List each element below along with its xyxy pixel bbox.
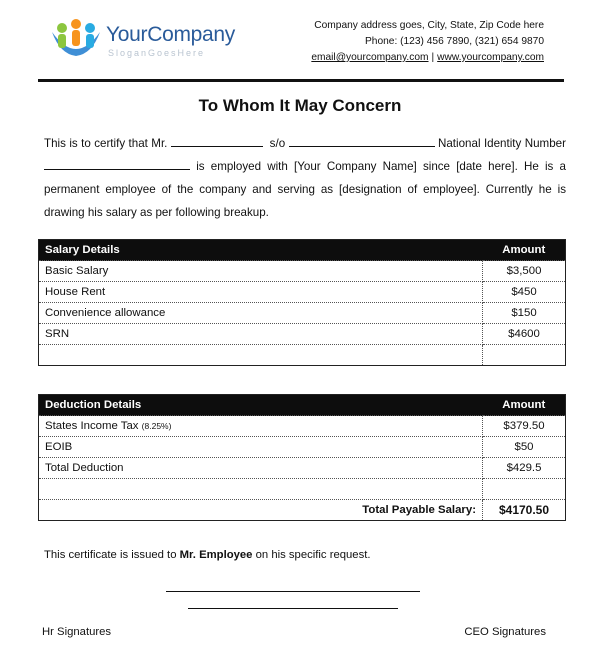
table-row — [39, 282, 566, 303]
issued-post: on his specific request. — [255, 549, 371, 561]
deduction-amount: $379.50 — [483, 416, 566, 437]
salary-table — [38, 239, 566, 366]
signature-line — [166, 591, 420, 592]
table-row — [39, 303, 566, 324]
email-link[interactable]: email@yourcompany.com — [311, 52, 429, 63]
salary-amount: $3,500 — [483, 261, 566, 282]
body-text-so: s/o — [269, 137, 286, 150]
deduction-table — [38, 394, 566, 521]
certificate-body — [44, 132, 566, 224]
brand-slogan: SloganGoesHere — [108, 48, 206, 58]
company-address: Company address goes, City, State, Zip Code here — [314, 20, 544, 31]
empty-cell — [39, 479, 483, 500]
body-text-nin: National Identity Number — [437, 137, 566, 150]
deduction-amount: $429.5 — [483, 458, 566, 479]
issued-pre: This certificate is issued to — [44, 549, 177, 561]
issued-statement — [44, 549, 371, 561]
table-row — [39, 416, 566, 437]
hr-signature-label: Hr Signatures — [42, 626, 112, 638]
signature-line — [188, 608, 398, 609]
page-title: To Whom It May Concern — [198, 96, 402, 115]
issued-name: Mr. Employee — [179, 549, 253, 561]
salary-details-header: Salary Details — [39, 240, 483, 261]
payable-amount: $4170.50 — [483, 500, 566, 521]
website-link[interactable]: www.yourcompany.com — [437, 52, 544, 63]
salary-amount: $150 — [483, 303, 566, 324]
people-logo-icon — [48, 14, 104, 64]
payable-row — [39, 500, 566, 521]
deduction-label: EOIB — [39, 437, 483, 458]
body-text-main: is employed with [Your Company Name] since [date here]. He is a permanent employee of the company and serving as [designation of employee]. Currently he is drawing his salary as per following breakup. — [44, 160, 566, 219]
ceo-signature-label: CEO Signatures — [464, 626, 546, 638]
deduction-label: Total Deduction — [39, 458, 483, 479]
salary-label: Basic Salary — [39, 261, 483, 282]
father-name-blank[interactable] — [289, 135, 435, 147]
deduction-header-row — [39, 395, 566, 416]
salary-amount: $4600 — [483, 324, 566, 345]
employee-name-blank[interactable] — [171, 135, 263, 147]
table-row — [39, 324, 566, 345]
tax-label: States Income Tax — [45, 420, 139, 432]
empty-cell — [483, 479, 566, 500]
salary-label: House Rent — [39, 282, 483, 303]
empty-row — [39, 345, 566, 366]
tax-rate: (8.25%) — [141, 421, 172, 431]
brand-name: YourCompany — [106, 23, 236, 46]
payable-label: Total Payable Salary: — [39, 500, 483, 521]
company-logo — [48, 14, 248, 64]
deduction-label — [39, 416, 483, 437]
salary-amount: $450 — [483, 282, 566, 303]
header-divider — [38, 79, 564, 82]
empty-cell — [39, 345, 483, 366]
body-text-intro: This is to certify that Mr. — [44, 137, 168, 150]
contact-links — [311, 50, 544, 66]
salary-amount-header: Amount — [483, 240, 566, 261]
empty-row — [39, 479, 566, 500]
salary-header-row — [39, 240, 566, 261]
salary-label: Convenience allowance — [39, 303, 483, 324]
empty-cell — [483, 345, 566, 366]
table-row — [39, 261, 566, 282]
company-phone: Phone: (123) 456 7890, (321) 654 9870 — [365, 36, 544, 47]
deduction-amount: $50 — [483, 437, 566, 458]
contact-block — [311, 18, 544, 66]
salary-label: SRN — [39, 324, 483, 345]
national-id-blank[interactable] — [44, 158, 190, 170]
table-row — [39, 437, 566, 458]
deduction-amount-header: Amount — [483, 395, 566, 416]
table-row — [39, 458, 566, 479]
link-separator: | — [431, 52, 435, 63]
deduction-details-header: Deduction Details — [39, 395, 483, 416]
